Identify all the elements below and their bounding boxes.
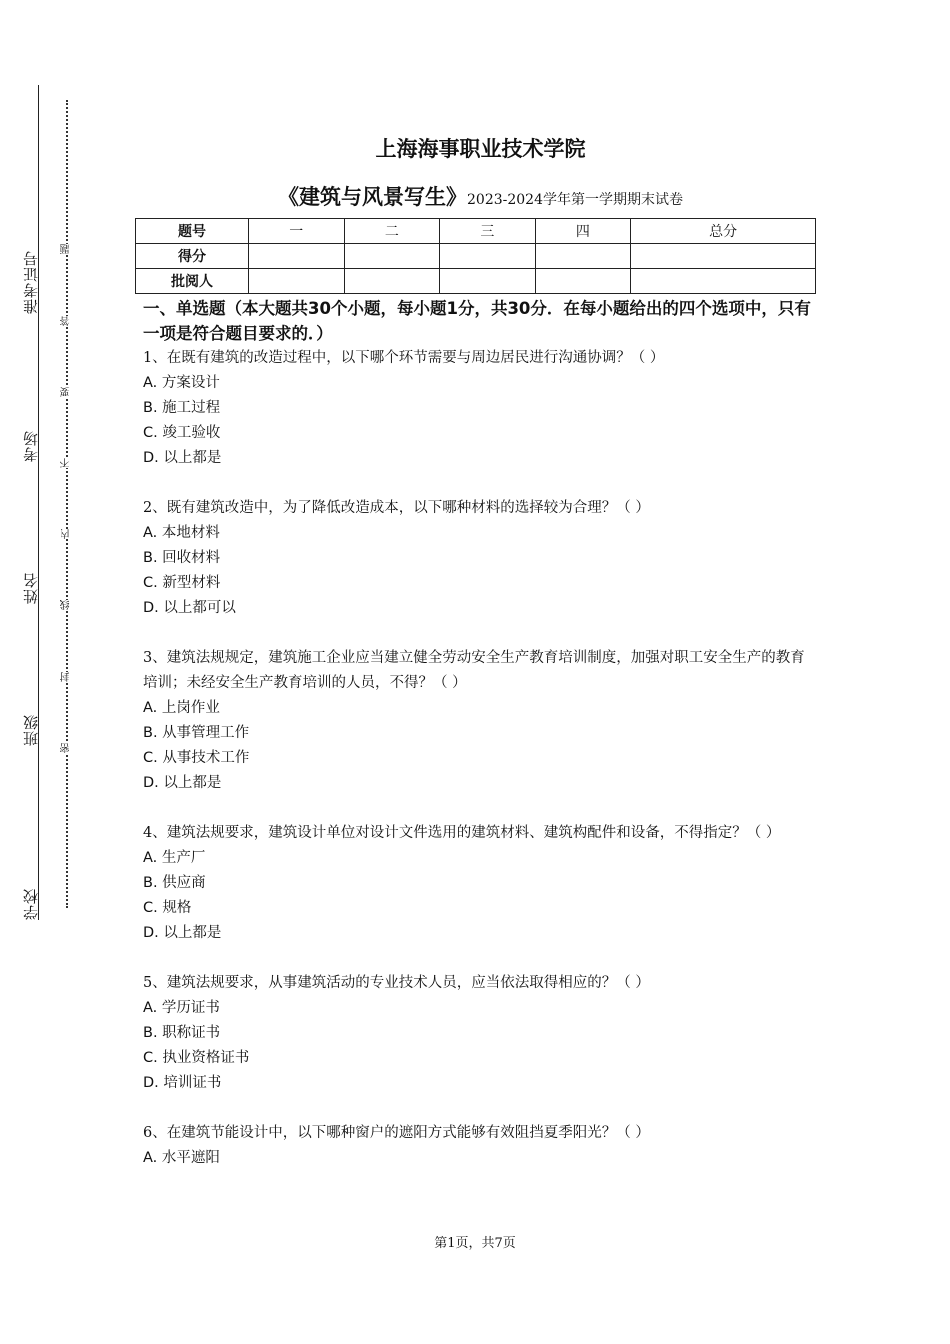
seal-char: 要 xyxy=(61,387,72,397)
answer-option[interactable]: B. 从事管理工作 xyxy=(143,725,250,741)
question-stem: 6、在建筑节能设计中，以下哪种窗户的遮阳方式能够有效阻挡夏季阳光？（ ） xyxy=(143,1125,650,1141)
answer-option[interactable]: D. 以上都是 xyxy=(143,925,222,941)
answer-option[interactable]: D. 培训证书 xyxy=(143,1075,222,1091)
seal-char: 不 xyxy=(61,458,72,468)
seal-char: 线 xyxy=(61,600,72,610)
score-cell[interactable] xyxy=(535,244,631,269)
page-footer: 第1页，共7页 xyxy=(434,1236,516,1251)
school-field: 学校 xyxy=(22,888,40,920)
answer-option[interactable]: D. 以上都是 xyxy=(143,450,222,466)
exam-subtitle xyxy=(143,181,818,215)
grader-cell[interactable] xyxy=(535,269,631,294)
school-title: 上海海事职业技术学院 xyxy=(375,137,586,161)
grader-cell[interactable] xyxy=(440,269,536,294)
score-cell[interactable] xyxy=(440,244,536,269)
answer-option[interactable]: A. 生产厂 xyxy=(143,850,206,866)
table-cell: 总分 xyxy=(631,219,816,244)
name-field: 姓名 xyxy=(22,572,40,604)
section-title: 一、单选题（本大题共30个小题，每小题1分，共30分．在每小题给出的四个选项中，只有一项是符合题目要求的．） xyxy=(143,299,811,343)
question-stem: 4、建筑法规要求，建筑设计单位对设计文件选用的建筑材料、建筑构配件和设备，不得指定？（ ） xyxy=(143,825,781,841)
answer-option[interactable]: C. 竣工验收 xyxy=(143,425,221,441)
answer-option[interactable]: B. 回收材料 xyxy=(143,550,221,566)
answer-option[interactable]: D. 以上都是 xyxy=(143,775,222,791)
score-table-header-row xyxy=(136,219,816,244)
answer-option[interactable]: C. 从事技术工作 xyxy=(143,750,250,766)
binding-margin xyxy=(0,0,90,1344)
answer-option[interactable]: B. 施工过程 xyxy=(143,400,221,416)
question-item xyxy=(143,821,818,946)
class-field: 班级 xyxy=(22,714,40,746)
exam-number-field: 准考证号 xyxy=(22,250,40,314)
question-stem: 1、在既有建筑的改造过程中，以下哪个环节需要与周边居民进行沟通协调？（ ） xyxy=(143,350,665,366)
grader-row xyxy=(136,269,816,294)
exam-header xyxy=(143,125,818,215)
exam-room-field: 考场 xyxy=(22,430,40,462)
table-cell: 一 xyxy=(249,219,345,244)
table-cell: 题号 xyxy=(136,219,249,244)
question-stem: 2、既有建筑改造中，为了降低改造成本，以下哪种材料的选择较为合理？（ ） xyxy=(143,500,650,516)
seal-char: 封 xyxy=(61,672,72,682)
binding-solid-line xyxy=(38,85,39,920)
answer-option[interactable]: A. 上岗作业 xyxy=(143,700,220,716)
score-cell[interactable] xyxy=(631,244,816,269)
table-cell: 四 xyxy=(535,219,631,244)
table-cell: 批阅人 xyxy=(136,269,249,294)
answer-option[interactable]: C. 执业资格证书 xyxy=(143,1050,250,1066)
grader-cell[interactable] xyxy=(631,269,816,294)
grader-cell[interactable] xyxy=(344,269,440,294)
seal-char: 题 xyxy=(61,244,72,254)
course-title: 《建筑与风景写生》 xyxy=(278,185,467,209)
answer-option[interactable]: B. 供应商 xyxy=(143,875,206,891)
table-cell: 得分 xyxy=(136,244,249,269)
answer-option[interactable]: A. 本地材料 xyxy=(143,525,220,541)
answer-option[interactable]: C. 规格 xyxy=(143,900,192,916)
answer-option[interactable]: C. 新型材料 xyxy=(143,575,221,591)
question-stem: 3、建筑法规规定，建筑施工企业应当建立健全劳动安全生产教育培训制度，加强对职工安全生产的教育培训；未经安全生产教育培训的人员，不得？（ ） xyxy=(143,650,805,691)
score-row xyxy=(136,244,816,269)
seal-char: 内 xyxy=(61,529,72,539)
score-table xyxy=(135,218,816,294)
question-stem: 5、建筑法规要求，从事建筑活动的专业技术人员，应当依法取得相应的？（ ） xyxy=(143,975,650,991)
answer-option[interactable]: A. 学历证书 xyxy=(143,1000,220,1016)
question-item xyxy=(143,646,818,796)
answer-option[interactable]: A. 方案设计 xyxy=(143,375,220,391)
seal-char: 答 xyxy=(61,316,72,326)
score-cell[interactable] xyxy=(249,244,345,269)
term-label: 2023-2024学年第一学期期末试卷 xyxy=(467,192,683,208)
question-item xyxy=(143,971,818,1096)
answer-option[interactable]: D. 以上都可以 xyxy=(143,600,236,616)
question-item xyxy=(143,1121,818,1171)
question-item xyxy=(143,346,818,471)
question-item xyxy=(143,496,818,621)
score-cell[interactable] xyxy=(344,244,440,269)
grader-cell[interactable] xyxy=(249,269,345,294)
seal-char: 密 xyxy=(61,743,72,753)
answer-option[interactable]: B. 职称证书 xyxy=(143,1025,221,1041)
question-list xyxy=(143,346,818,1196)
table-cell: 三 xyxy=(440,219,536,244)
answer-option[interactable]: A. 水平遮阳 xyxy=(143,1150,220,1166)
table-cell: 二 xyxy=(344,219,440,244)
seal-dotted-line xyxy=(66,100,68,908)
